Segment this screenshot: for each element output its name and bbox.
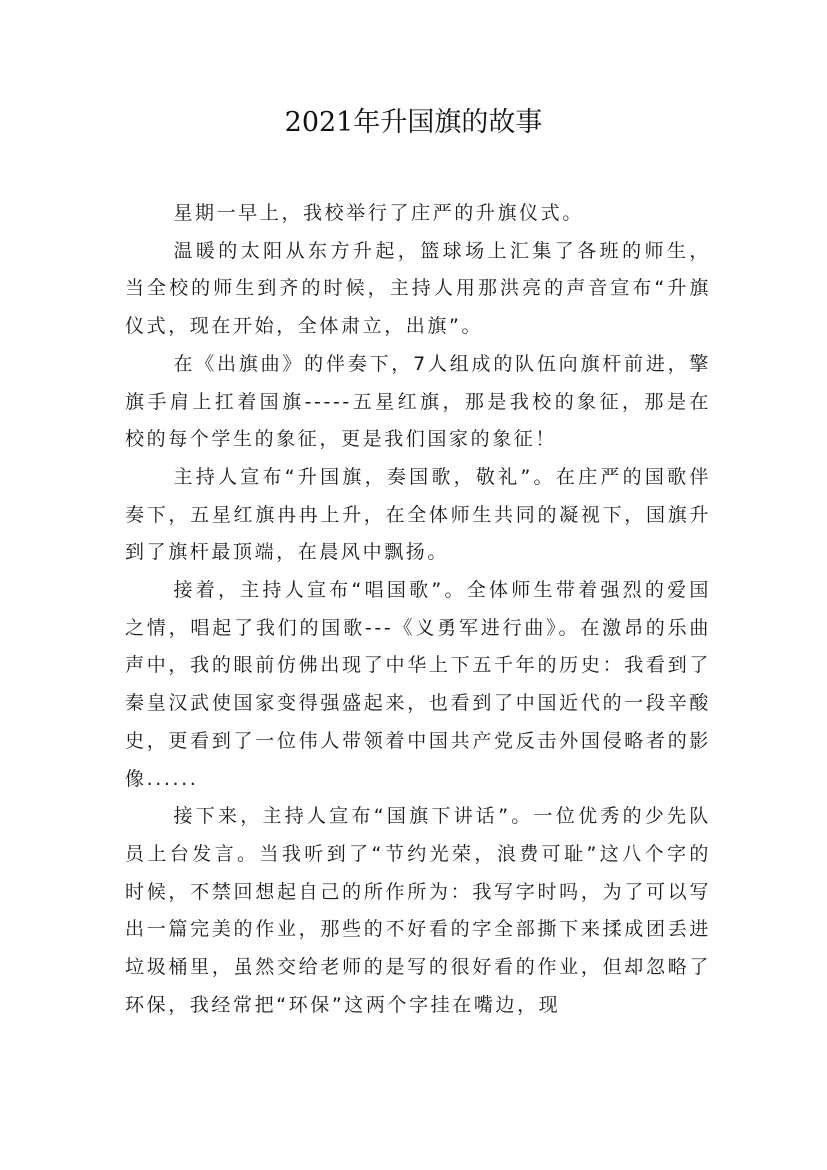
document-title: 2021年升国旗的故事 — [284, 107, 543, 138]
document-body — [125, 195, 711, 1024]
paragraph-5: 接着，主持人宣布“唱国歌”。全体师生带着强烈的爱国之情，唱起了我们的国歌---《义勇军进行曲》。在激昂的乐曲声中，我的眼前仿佛出现了中华上下五千年的历史：我看到了秦皇汉武使国家变得强盛起来，也看到了中国近代的一段辛酸史，更看到了一位伟人带领着中国共产党反击外国侵略者的影像...... — [125, 579, 711, 790]
paragraph-6: 接下来，主持人宣布“国旗下讲话”。一位优秀的少先队员上台发言。当我听到了“节约光荣，浪费可耻”这八个字的时候，不禁回想起自己的所作所为：我写字时吗，为了可以写出一篇完美的作业，那些的不好看的字全部撕下来揉成团丢进垃圾桶里，虽然交给老师的是写的很好看的作业，但却忽略了环保，我经常把“环保”这两个字挂在嘴边，现 — [125, 805, 711, 1016]
paragraph-4: 主持人宣布“升国旗，奏国歌，敬礼”。在庄严的国歌伴奏下，五星红旗冉冉上升，在全体师生共同的凝视下，国旗升到了旗杆最顶端，在晨风中飘扬。 — [125, 465, 711, 564]
paragraph-2: 温暖的太阳从东方升起，篮球场上汇集了各班的师生，当全校的师生到齐的时候，主持人用那洪亮的声音宣布“升旗仪式，现在开始，全体肃立，出旗”。 — [125, 239, 711, 338]
paragraph-1: 星期一早上，我校举行了庄严的升旗仪式。 — [173, 202, 584, 224]
paragraph-3: 在《出旗曲》的伴奏下，7人组成的队伍向旗杆前进，擎旗手肩上扛着国旗-----五星红旗，那是我校的象征，那是在校的每个学生的象征，更是我们国家的象征！ — [125, 352, 711, 451]
